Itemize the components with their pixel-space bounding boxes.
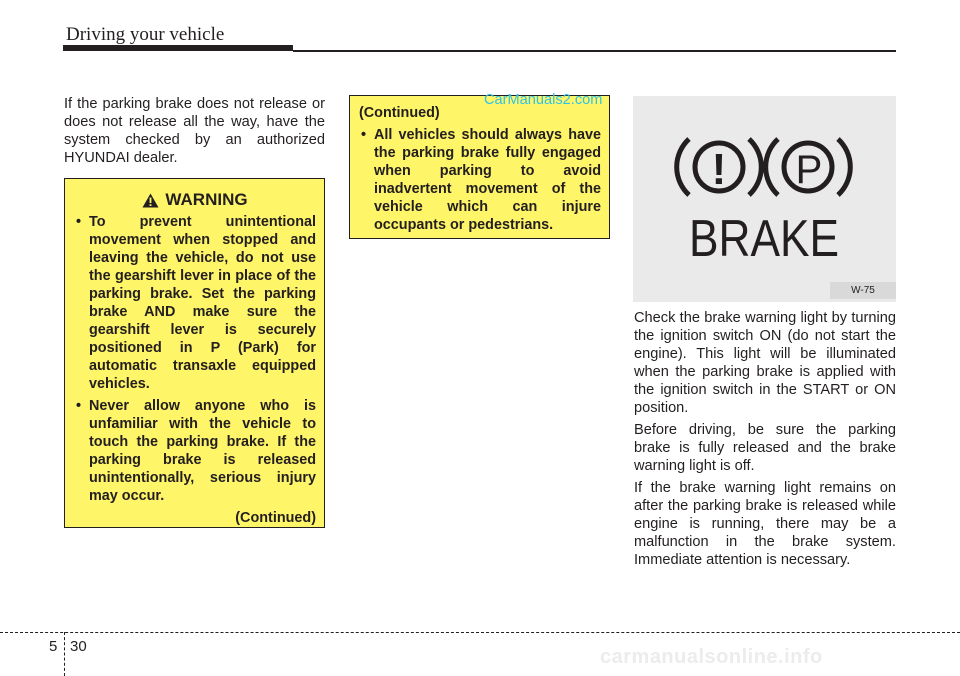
continued-list bbox=[359, 126, 601, 234]
footer-page-divider bbox=[64, 632, 65, 676]
page-number: 30 bbox=[70, 638, 87, 655]
warning-item-text: Never allow anyone who is unfamiliar with the vehicle to touch the parking brake. If the parking brake is released unintentionally, serious injury may occur. bbox=[89, 398, 316, 504]
footer-divider bbox=[0, 632, 960, 633]
header-rule-thin bbox=[293, 50, 896, 52]
paragraph: Check the brake warning light by turning the ignition switch ON (do not start the engine). This light will be illuminated when the parking brake is applied with the ignition switch in the START or ON position. bbox=[634, 310, 896, 416]
paragraph: If the brake warning light remains on after the parking brake is released while engine is running, there may be a malfunction in the brake system. Immediate attention is necessary. bbox=[634, 480, 896, 568]
intro-paragraph: If the parking brake does not release or does not release all the way, have the system checked by an authorized HYUNDAI dealer. bbox=[64, 96, 325, 166]
warning-item bbox=[74, 213, 316, 393]
chapter-number: 5 bbox=[49, 638, 58, 655]
brake-label: BRAKE bbox=[689, 210, 839, 268]
continued-item bbox=[359, 126, 601, 234]
header-rule-thick bbox=[63, 45, 293, 51]
warning-header bbox=[74, 190, 316, 210]
brake-warning-light-icon bbox=[633, 96, 896, 302]
continued-item-text: All vehicles should always have the parking brake fully engaged when parking to avoid inadvertent movement of the vehicle which can injure occupants or pedestrians. bbox=[374, 127, 601, 233]
warning-triangle-icon bbox=[142, 193, 159, 208]
continued-header: (Continued) bbox=[359, 105, 440, 121]
site-watermark: carmanualsonline.info bbox=[600, 646, 823, 668]
brake-warning-figure bbox=[633, 96, 896, 302]
paragraph: Before driving, be sure the parking brake is fully released and the brake warning light is off. bbox=[634, 422, 896, 474]
section-title: Driving your vehicle bbox=[66, 24, 225, 45]
warning-list bbox=[74, 213, 316, 505]
bullet-icon: • bbox=[361, 127, 367, 143]
warning-continued: (Continued) bbox=[235, 510, 316, 526]
bullet-icon: • bbox=[76, 398, 82, 414]
warning-title: WARNING bbox=[165, 190, 248, 209]
continued-warning-box bbox=[349, 95, 610, 239]
parking-p-symbol: P bbox=[795, 148, 823, 192]
brake-light-instructions bbox=[634, 309, 896, 573]
warning-item bbox=[74, 397, 316, 505]
bullet-icon: • bbox=[76, 214, 82, 230]
warning-box bbox=[64, 178, 325, 528]
exclamation-symbol: ! bbox=[711, 145, 727, 194]
figure-code: W-75 bbox=[830, 282, 896, 299]
warning-item-text: To prevent unintentional movement when stopped and leaving the vehicle, do not use the gearshift lever in place of the parking brake. Set the parking brake AND make sure the gearshift lever is securely positioned in P (Park) for automatic transaxle equipped vehicles. bbox=[89, 214, 316, 392]
watermark-link[interactable]: CarManuals2.com bbox=[484, 92, 603, 108]
